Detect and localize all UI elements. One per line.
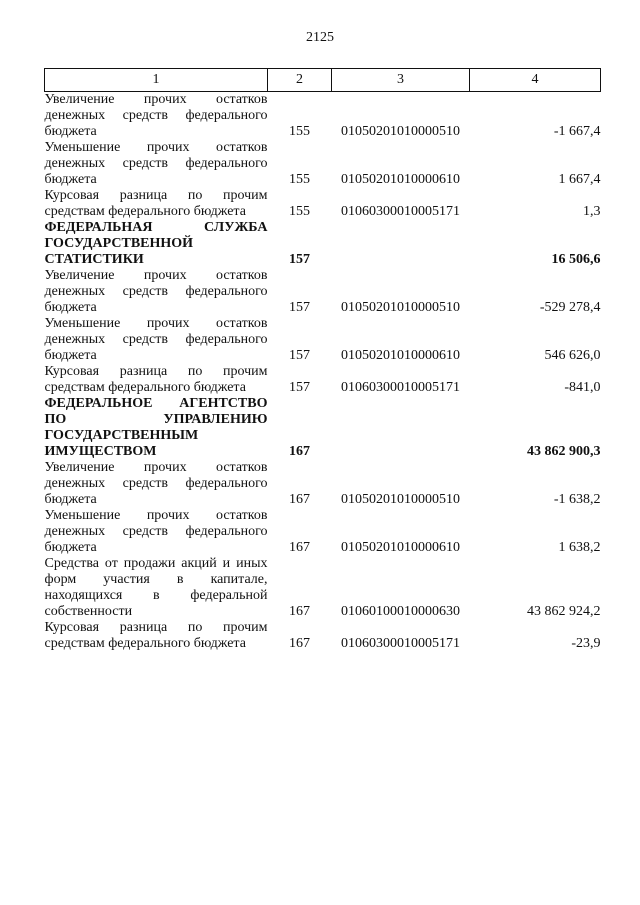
row-amount-cell: 43 862 924,2 bbox=[527, 604, 601, 619]
row-kbk-cell: 01050201010000610 bbox=[341, 540, 460, 555]
row-kbk-cell bbox=[332, 396, 470, 460]
row-name-cell: Средства от продажи акций и иных форм участия в капитале, находящихся в федеральной собственности bbox=[44, 556, 268, 619]
table-row bbox=[45, 316, 601, 364]
row-name-cell: Уменьшение прочих остатков денежных средств федерального бюджета bbox=[44, 140, 268, 187]
row-amount-cell: -529 278,4 bbox=[539, 300, 601, 315]
column-header-2: 2 bbox=[268, 69, 332, 92]
row-code-cell: 155 bbox=[289, 204, 310, 219]
row-name-cell: Уменьшение прочих остатков денежных средств федерального бюджета bbox=[44, 508, 268, 555]
row-amount-cell: -1 638,2 bbox=[553, 492, 601, 507]
row-amount-cell: 16 506,6 bbox=[551, 252, 601, 267]
row-code-cell: 155 bbox=[289, 124, 310, 139]
row-kbk-cell: 01060100010000630 bbox=[341, 604, 460, 619]
row-kbk-cell: 01050201010000610 bbox=[341, 348, 460, 363]
table-row bbox=[45, 620, 601, 652]
row-name-cell: Курсовая разница по прочим средствам федерального бюджета bbox=[44, 188, 268, 219]
row-kbk-cell: 01050201010000610 bbox=[341, 172, 460, 187]
row-kbk-cell: 01050201010000510 bbox=[341, 300, 460, 315]
row-kbk-cell: 01050201010000510 bbox=[341, 124, 460, 139]
table-row bbox=[45, 556, 601, 620]
row-code-cell: 157 bbox=[289, 348, 310, 363]
page-number: 2125 bbox=[306, 30, 334, 45]
table-row bbox=[45, 364, 601, 396]
row-code-cell: 167 bbox=[289, 636, 310, 651]
table-row bbox=[45, 92, 601, 141]
table-header-row bbox=[45, 69, 601, 92]
table-row bbox=[45, 508, 601, 556]
row-kbk-cell: 01050201010000510 bbox=[341, 492, 460, 507]
row-code-cell: 155 bbox=[289, 172, 310, 187]
table-row-organization bbox=[45, 220, 601, 268]
row-code-cell: 157 bbox=[289, 252, 310, 267]
row-name-cell: Увеличение прочих остатков денежных средств федерального бюджета bbox=[44, 460, 268, 507]
row-amount-cell: -1 667,4 bbox=[553, 124, 601, 139]
row-name-cell: ФЕДЕРАЛЬНАЯ СЛУЖБА ГОСУДАРСТВЕННОЙ СТАТИСТИКИ bbox=[44, 220, 268, 267]
row-amount-cell: 1,3 bbox=[583, 204, 601, 219]
row-name-cell: Увеличение прочих остатков денежных средств федерального бюджета bbox=[44, 268, 268, 315]
row-code-cell: 157 bbox=[289, 380, 310, 395]
row-name-cell: ФЕДЕРАЛЬНОЕ АГЕНТСТВО ПО УПРАВЛЕНИЮ ГОСУДАРСТВЕННЫМ ИМУЩЕСТВОМ bbox=[44, 396, 268, 459]
row-kbk-cell: 01060300010005171 bbox=[341, 204, 460, 219]
row-amount-cell: -23,9 bbox=[571, 636, 601, 651]
table-row-organization bbox=[45, 396, 601, 460]
row-code-cell: 167 bbox=[289, 492, 310, 507]
row-amount-cell: 43 862 900,3 bbox=[527, 444, 601, 459]
row-name-cell: Увеличение прочих остатков денежных средств федерального бюджета bbox=[44, 92, 268, 139]
column-header-1: 1 bbox=[45, 69, 268, 92]
row-name-cell: Курсовая разница по прочим средствам федерального бюджета bbox=[44, 620, 268, 651]
table-body bbox=[45, 92, 601, 653]
row-amount-cell: -841,0 bbox=[564, 380, 601, 395]
row-code-cell: 157 bbox=[289, 300, 310, 315]
row-amount-cell: 1 638,2 bbox=[558, 540, 601, 555]
row-amount-cell: 546 626,0 bbox=[544, 348, 601, 363]
row-code-cell: 167 bbox=[289, 444, 310, 459]
row-name-cell: Курсовая разница по прочим средствам федерального бюджета bbox=[44, 364, 268, 395]
column-header-3: 3 bbox=[332, 69, 470, 92]
budget-table bbox=[44, 68, 601, 652]
table-row bbox=[45, 460, 601, 508]
row-amount-cell: 1 667,4 bbox=[558, 172, 601, 187]
row-kbk-cell: 01060300010005171 bbox=[341, 636, 460, 651]
table-row bbox=[45, 188, 601, 220]
row-code-cell: 167 bbox=[289, 540, 310, 555]
table-row bbox=[45, 140, 601, 188]
row-kbk-cell: 01060300010005171 bbox=[341, 380, 460, 395]
table-row bbox=[45, 268, 601, 316]
row-code-cell: 167 bbox=[289, 604, 310, 619]
row-kbk-cell bbox=[332, 220, 470, 268]
row-name-cell: Уменьшение прочих остатков денежных средств федерального бюджета bbox=[44, 316, 268, 363]
column-header-4: 4 bbox=[470, 69, 601, 92]
